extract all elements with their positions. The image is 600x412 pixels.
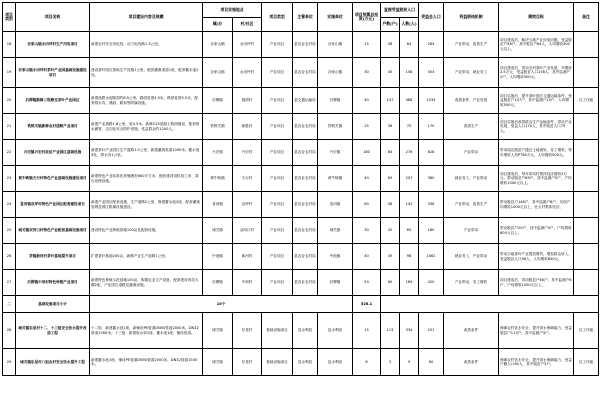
col-unit: 实施单位	[318, 3, 353, 32]
table-row	[3, 313, 599, 349]
cell-mech: 改善条件	[444, 313, 499, 349]
cell-dept: 县农业农村局	[293, 270, 318, 296]
cell-total: 60	[419, 349, 444, 376]
cell-remark	[574, 192, 599, 218]
cell-unit: 城关镇	[318, 218, 353, 244]
cell-content: 建设茶叶园区基础生产设施1公里，配套灌溉渠道1座，配套蓄水池2处。	[90, 58, 203, 88]
col-invest: 项目预算总投资(万元)	[353, 3, 381, 32]
cell-type: 产业项目	[262, 140, 293, 166]
cell-content: 新建道路水泥路面约8.5公里，路面宽度4.5米，路基宽度5.5米，配套排水沟、涵洞、路肩等附属设施。	[90, 88, 203, 114]
cell-unit: 中池镇	[318, 244, 353, 270]
cell-name: 茶镇新河村茶叶基地提升项目	[16, 244, 90, 270]
subtotal-row	[3, 296, 599, 313]
cell-mech: 产业带动，改善生产	[444, 192, 499, 218]
cell-type: 产业项目	[262, 58, 293, 88]
cell-ppl: 488	[400, 88, 419, 114]
cell-unit: 黄牛峡镇	[318, 166, 353, 192]
cell-invest: 40	[353, 88, 381, 114]
cell-invest: 40	[353, 166, 381, 192]
cell-content: 建设特色产业种植基地100亩及配套设施。	[90, 218, 203, 244]
cell-no: 20	[3, 88, 16, 114]
cell-hh: 45	[381, 58, 400, 88]
cell-ppl: 75	[400, 114, 419, 140]
col-town: 镇/办	[203, 18, 233, 32]
table-row	[3, 192, 599, 218]
cell-type: 产业项目	[262, 88, 293, 114]
cell-total: 380	[419, 166, 444, 192]
cell-name: 兴宏镇兴宏村扶贫产业园区基础设施	[16, 140, 90, 166]
cell-no: 二	[3, 296, 16, 313]
cell-goal: 项目建成后，带动全村茶叶产业发展，年增收2.5万元，受益脱贫人口158人，其中监测户2户，人均增收500元。	[499, 58, 574, 88]
table-row	[3, 58, 599, 88]
cell-no: 27	[3, 270, 16, 296]
cell-content: 新建产业园区配套设施，生产道路2公里，修建蓄水池2座，配套灌溉管网及园区附属设施建设。	[90, 192, 203, 218]
cell-content: 新建产业道路1.8公里，宽4.5米，新修C25混凝土路面铺设，配套排水涵管、边沟及安全防护设施，受益群众约1200人。	[90, 114, 203, 140]
cell-hh: 60	[381, 270, 400, 296]
cell-goal: 项目建成后，每年带动村集体经济增收2万元，带动脱贫户65户，其中监测户5户，户均增收1000元以上。	[499, 166, 574, 192]
cell-name: 喜河镇双坪村特色产业园区配套建设项目	[16, 192, 90, 218]
cell-dept: 县农业农村局	[293, 140, 318, 166]
cell-type: 产业项目	[262, 166, 293, 192]
cell-name: 铁锁关镇新修农村道路产业项目	[16, 114, 90, 140]
cell-remark	[574, 244, 599, 270]
cell-type: 产业项目	[262, 114, 293, 140]
cell-hh: 3	[381, 349, 400, 376]
cell-remark	[574, 114, 599, 140]
cell-village: 双河口村	[233, 218, 262, 244]
cell-town: 喜河镇	[203, 192, 233, 218]
cell-remark: 以工代赈	[574, 313, 599, 349]
cell-village: 水田坪村	[233, 32, 262, 58]
cell-remark	[574, 32, 599, 58]
cell-unit: 后柳镇	[318, 88, 353, 114]
cell-mech: 就业务工，产业带动	[444, 244, 499, 270]
cell-village: 新河村	[233, 244, 262, 270]
cell-invest: 528.1	[353, 296, 381, 313]
cell-remark: 以工代赈	[574, 349, 599, 376]
table-row	[3, 114, 599, 140]
cell-town: 城关镇	[203, 349, 233, 376]
cell-mech: 产业带动	[444, 218, 499, 244]
cell-total: 201	[419, 313, 444, 349]
cell-invest: 40	[353, 244, 381, 270]
table-row	[3, 244, 599, 270]
cell-dept: 县农业农村局	[293, 114, 318, 140]
cell-no: 28	[3, 313, 16, 349]
col-location: 项目实施地点	[203, 3, 262, 18]
cell-hh: 113	[381, 313, 400, 349]
cell-hh: 65	[381, 166, 400, 192]
cell-no: 19	[3, 58, 16, 88]
col-remark: 备注	[574, 3, 599, 32]
cell-total: 1534	[419, 88, 444, 114]
col-households: 户数(户)	[381, 18, 400, 32]
cell-name: 后柳镇中坝村特色种植产业项目	[16, 270, 90, 296]
cell-name: 基础设施项目小计	[16, 296, 90, 313]
cell-invest: 60	[353, 192, 381, 218]
cell-goal: 项目实施后，提升茶叶园区交通运输条件，受益脱贫户147户，其中监测户10户，人均增收500元。	[499, 88, 574, 114]
cell-name: 黄牛峡镇天行村特色产业基础设施建设项目	[16, 166, 90, 192]
cell-no: 24	[3, 192, 16, 218]
cell-dept: 县水利局	[293, 313, 318, 349]
col-dept: 主管单位	[293, 3, 318, 32]
cell-no: 18	[3, 32, 16, 58]
cell-invest: 25	[353, 114, 381, 140]
cell-name: 谷家山镇水田坪村茶叶产业园基础设施建设项目	[16, 58, 90, 88]
cell-content: 新建农村安全用电线，动力电线路1.5公里。	[90, 32, 203, 58]
cell-ppl: 65	[400, 218, 419, 244]
cell-total: 180	[419, 218, 444, 244]
cell-content: 新建特色产业标准化养殖圈舍800平方米，配套建设饲料加工房、粪污处理设施。	[90, 166, 203, 192]
col-no: 项目类别	[3, 3, 16, 32]
cell-content: 新建特色种植示范基地150亩，购置农业生产设备，配套建设育苗大棚2座，产业园区道路及灌溉设施。	[90, 270, 203, 296]
col-goal: 绩效目标	[499, 3, 574, 32]
col-beneficiaries: 受益总人口	[419, 3, 444, 32]
cell-type: 基础设施项目	[262, 349, 293, 376]
cell-goal: 带动脱贫户148户，其中监测户8户，实现户均增收1000元以上，壮大村集体经济。	[499, 192, 574, 218]
cell-mech: 改善生产	[444, 114, 499, 140]
cell-content: 扩建茶叶基地200亩，新修产业生产道路1公里。	[90, 244, 203, 270]
cell-ppl: 98	[400, 244, 419, 270]
cell-content: 十二组：新建蓄水池1座，新铺设PE管道DN50管道2000米，DN32管道1000米；十三组：新建取水坝1座，蓄水池1座，铺设管道。	[90, 313, 203, 349]
cell-town: 兴宏镇	[203, 140, 233, 166]
cell-remark	[574, 140, 599, 166]
cell-unit: 兴宏镇	[318, 140, 353, 166]
cell-town: 后柳镇	[203, 88, 233, 114]
cell-goal: 项目建成后，解决当地产业用电问题，受益脱贫户58户，其中脱贫户64人，人均增收400元以上。	[499, 32, 574, 58]
cell-content: 新建蓄水池1座，铺设PE管道DN50管道2000米，DN32管道1500米。	[90, 349, 203, 376]
cell-goal: 带动周边脱贫户通过土地流转、务工增收，每年增收人均PT60万元，人均增收500元。	[499, 140, 574, 166]
cell-ppl: 64	[400, 32, 419, 58]
col-content: 项目建设内容及规模	[90, 3, 203, 32]
cell-remark	[574, 166, 599, 192]
cell-invest: 15	[353, 32, 381, 58]
cell-dept: 县交通运输局	[293, 88, 318, 114]
cell-village: 兴宏村	[233, 140, 262, 166]
cell-remark	[574, 218, 599, 244]
cell-unit: 铁锁关镇	[318, 114, 353, 140]
cell-goal: 项目实施后改善群众生产运输条件，带动产业发展，受益人口170人，其中脱贫人口75人。	[499, 114, 574, 140]
cell-type: 产业项目	[262, 270, 293, 296]
cell-goal: 项目建成后，带动脱贫户60户，其中监测户6户，户均增收1000元以上。	[499, 270, 574, 296]
cell-name: 城关镇双河口村特色产业配套基础设施项目	[16, 218, 90, 244]
cell-dept: 县农业农村局	[293, 244, 318, 270]
cell-type: 产业项目	[262, 32, 293, 58]
cell-ppl: 207	[400, 166, 419, 192]
cell-no: 22	[3, 140, 16, 166]
cell-mech: 改善条件，产业发展	[444, 88, 499, 114]
cell-count: 10个	[90, 296, 353, 313]
cell-dept: 县农业农村局	[293, 218, 318, 244]
cell-hh: 36	[381, 114, 400, 140]
cell-empty	[381, 296, 599, 313]
cell-dept: 县农业农村局	[293, 192, 318, 218]
cell-town: 谷家山镇	[203, 58, 233, 88]
cell-goal: 带动脱贫户20户，其中监测户5户，户均增收800元以上。	[499, 218, 574, 244]
table-row	[3, 166, 599, 192]
cell-total: 1462	[419, 244, 444, 270]
cell-goal: 保障农村饮水安全，提升供水保障能力，受益脱贫户113户，其中监测户3户。	[499, 313, 574, 349]
cell-invest: 30	[353, 218, 381, 244]
cell-no: 26	[3, 244, 16, 270]
cell-dept: 县农业农村局	[293, 166, 318, 192]
cell-invest: 50	[353, 270, 381, 296]
cell-village: 天行村	[233, 166, 262, 192]
cell-unit: 县水利局	[318, 313, 353, 349]
col-benefit: 直接受益脱贫人口	[381, 3, 419, 18]
cell-mech: 产业带动，改善生产	[444, 32, 499, 58]
cell-town: 城关镇	[203, 218, 233, 244]
cell-ppl: 334	[400, 313, 419, 349]
cell-unit: 县水利局	[318, 349, 353, 376]
cell-village: 中坝村	[233, 270, 262, 296]
table-row	[3, 270, 599, 296]
table-row	[3, 32, 599, 58]
cell-ppl: 158	[400, 58, 419, 88]
cell-mech: 就业务工，产业带动	[444, 166, 499, 192]
cell-town: 黄牛峡镇	[203, 166, 233, 192]
cell-no: 25	[3, 218, 16, 244]
cell-hh: 20	[381, 218, 400, 244]
cell-unit: 后柳镇	[318, 270, 353, 296]
cell-goal: 带动当地茶叶产业提质增效，增加群众收入，受益脱贫人口98人，人均增收600元。	[499, 244, 574, 270]
cell-hh: 58	[381, 32, 400, 58]
cell-ppl: 9	[400, 349, 419, 376]
cell-unit: 谷家山镇	[318, 32, 353, 58]
cell-name: 城关镇东星村十二、十三组安全饮水提升改造工程	[16, 313, 90, 349]
cell-hh: 48	[381, 192, 400, 218]
cell-dept: 县农业农村局	[293, 58, 318, 88]
cell-village: 水田坪村	[233, 58, 262, 88]
cell-total: 504	[419, 58, 444, 88]
table-row	[3, 140, 599, 166]
cell-ppl: 276	[400, 140, 419, 166]
cell-no: 29	[3, 349, 16, 376]
cell-remark	[574, 270, 599, 296]
cell-town: 后柳镇	[203, 270, 233, 296]
cell-mech: 产业带动，务工增收	[444, 270, 499, 296]
cell-village: 新胜村	[233, 114, 262, 140]
cell-mech: 产业带动，就业务工	[444, 58, 499, 88]
col-type: 项目类型	[262, 3, 293, 32]
cell-name: 后柳镇新修三级路至茶叶产业园区	[16, 88, 90, 114]
cell-town: 铁锁关镇	[203, 114, 233, 140]
cell-total: 420	[419, 270, 444, 296]
cell-dept: 县水利局	[293, 349, 318, 376]
cell-hh: 147	[381, 88, 400, 114]
col-name: 项目名称	[16, 3, 90, 32]
cell-total: 336	[419, 192, 444, 218]
cell-village: 桃园村	[233, 88, 262, 114]
col-people: 人数(人)	[400, 18, 419, 32]
cell-mech: 改善条件	[444, 349, 499, 376]
cell-hh: 84	[381, 140, 400, 166]
table-row	[3, 349, 599, 376]
cell-type: 产业项目	[262, 244, 293, 270]
cell-total: 170	[419, 114, 444, 140]
table-body	[3, 32, 599, 376]
project-table	[2, 2, 599, 376]
cell-unit: 谷家山镇	[318, 58, 353, 88]
cell-remark	[574, 58, 599, 88]
cell-type: 基础设施项目	[262, 313, 293, 349]
cell-village: 双坪村	[233, 192, 262, 218]
cell-town: 城关镇	[203, 313, 233, 349]
cell-invest: 30	[353, 58, 381, 88]
cell-name: 谷家山镇水田坪村生产用电项目	[16, 32, 90, 58]
cell-dept: 县农业农村局	[293, 32, 318, 58]
cell-invest: 8	[353, 349, 381, 376]
cell-total: 285	[419, 32, 444, 58]
cell-no: 23	[3, 166, 16, 192]
cell-mech: 产业带动	[444, 140, 499, 166]
cell-invest: 15	[353, 313, 381, 349]
cell-village: 东星村	[233, 313, 262, 349]
cell-hh: 35	[381, 244, 400, 270]
table-row	[3, 218, 599, 244]
cell-unit: 喜河镇	[318, 192, 353, 218]
cell-invest: 180	[353, 140, 381, 166]
cell-town: 中池镇	[203, 244, 233, 270]
cell-goal: 保障农村饮水安全，提升供水保障能力，受益户籍人口60人，其中脱贫户3户。	[499, 349, 574, 376]
cell-remark: 以工代赈	[574, 88, 599, 114]
cell-type: 产业项目	[262, 192, 293, 218]
cell-type: 产业项目	[262, 218, 293, 244]
cell-total: 818	[419, 140, 444, 166]
cell-ppl: 189	[400, 270, 419, 296]
col-village: 村/社区	[233, 18, 262, 32]
cell-name: 城关镇东星村八组农村安全饮水提升工程	[16, 349, 90, 376]
cell-ppl: 142	[400, 192, 419, 218]
col-mechanism: 利益联结机制	[444, 3, 499, 32]
cell-town: 谷家山镇	[203, 32, 233, 58]
table-row	[3, 88, 599, 114]
cell-no: 21	[3, 114, 16, 140]
cell-content: 新建茶叶产业园区生产道路1.5公里，新建灌溉渠道1000米，蓄水池3处，排水沟1公里。	[90, 140, 203, 166]
cell-village: 东星村	[233, 349, 262, 376]
